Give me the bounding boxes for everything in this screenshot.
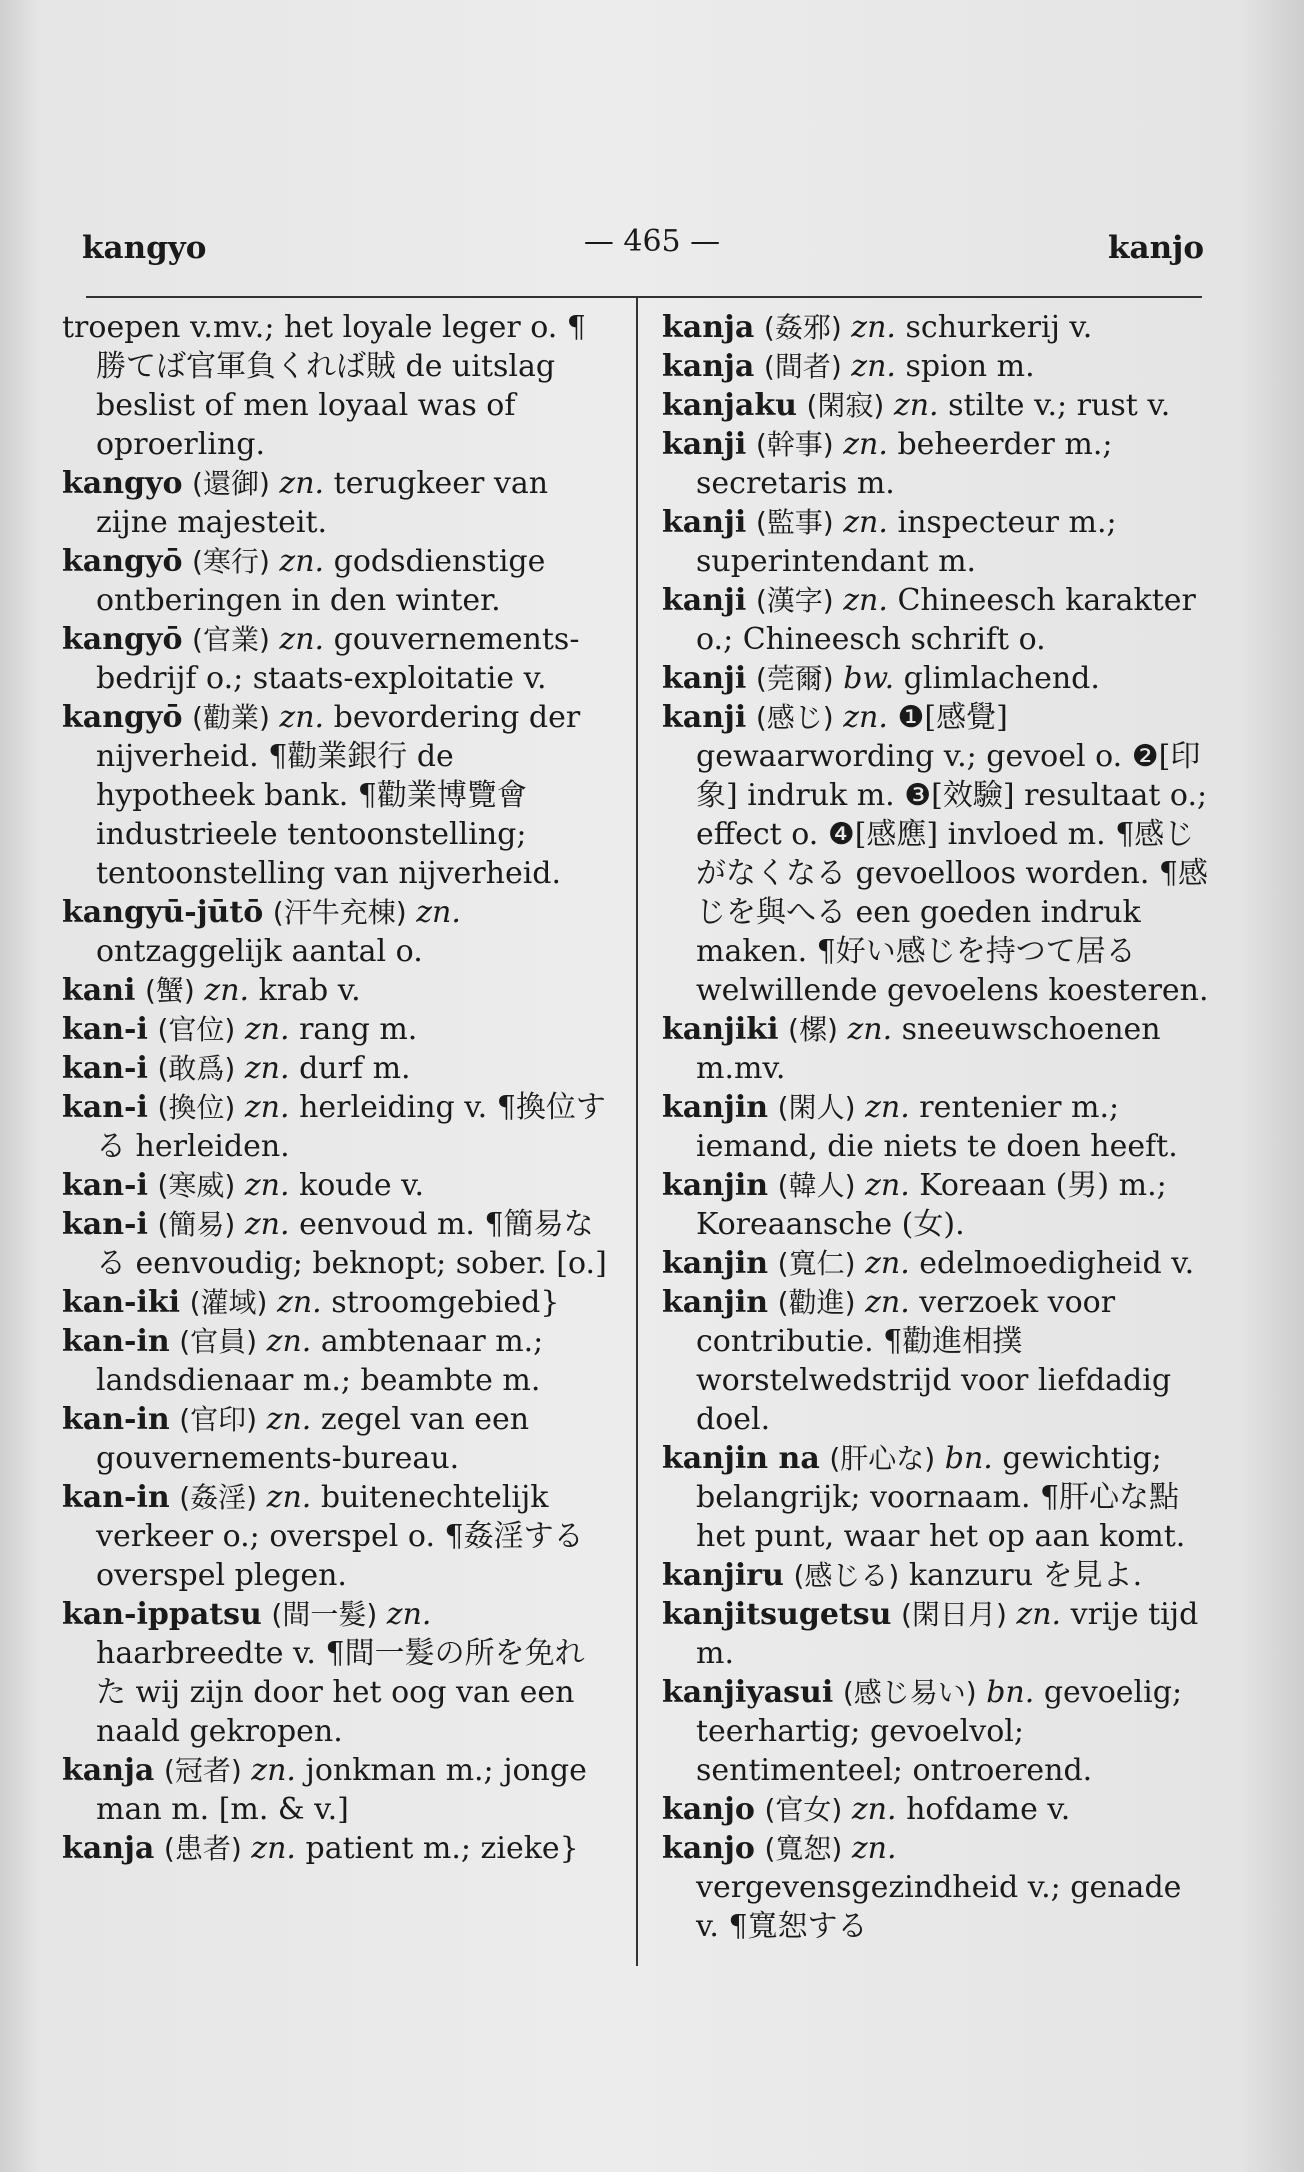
kanji-form: (監事) xyxy=(755,506,834,539)
headword: kangyō xyxy=(62,622,183,657)
headword: kanjitsugetsu xyxy=(662,1597,892,1632)
definition: schurkerij v. xyxy=(905,310,1093,345)
definition: eenvoud m. ¶簡易なる eenvoudig; beknopt; sober. [o.] xyxy=(96,1207,607,1281)
part-of-speech: zn. xyxy=(277,1285,322,1320)
kanji-form: (寬恕) xyxy=(764,1832,843,1865)
definition: godsdienstige ontberingen in den winter. xyxy=(96,544,546,618)
dictionary-entry xyxy=(662,1556,1210,1595)
kanji-form: (寒行) xyxy=(192,545,270,578)
headword: kanja xyxy=(662,349,755,384)
kanji-form: (漢字) xyxy=(755,584,834,617)
dictionary-entry xyxy=(662,1595,1210,1673)
column-divider xyxy=(636,296,638,1966)
part-of-speech: zn. xyxy=(851,1831,897,1866)
dictionary-entry xyxy=(662,659,1210,698)
dictionary-entry xyxy=(62,1400,614,1478)
dictionary-entry xyxy=(62,971,614,1010)
headword: kan-i xyxy=(62,1012,148,1047)
part-of-speech: zn. xyxy=(266,1402,312,1437)
part-of-speech: bn. xyxy=(986,1675,1035,1710)
dictionary-entry xyxy=(662,1244,1210,1283)
headword: kanji xyxy=(662,427,747,462)
part-of-speech: zn. xyxy=(851,349,896,384)
kanji-form: (感じ) xyxy=(755,701,834,734)
headword: kan-i xyxy=(62,1051,148,1086)
headword: kanjo xyxy=(662,1831,755,1866)
definition: herleiding v. ¶換位する herleiden. xyxy=(96,1090,606,1164)
headword: kan-iki xyxy=(62,1285,181,1320)
headword: kanjiru xyxy=(662,1558,784,1593)
dictionary-entry xyxy=(662,1439,1210,1556)
dictionary-entry xyxy=(662,1829,1210,1946)
part-of-speech: zn. xyxy=(1016,1597,1062,1632)
part-of-speech: zn. xyxy=(279,466,325,501)
kanji-form: (肝心な) xyxy=(829,1442,936,1475)
definition: patient m.; zieke} xyxy=(305,1831,579,1866)
part-of-speech: zn. xyxy=(843,700,888,735)
kanji-form: (換位) xyxy=(157,1091,236,1124)
headword: kan-i xyxy=(62,1207,148,1242)
definition: rang m. xyxy=(299,1012,418,1047)
definition: troepen v.mv.; het loyale leger o. ¶勝てば官軍負くれば賊 de uitslag beslist of men loyaal was of oproerling. xyxy=(62,310,586,462)
headword: kanja xyxy=(62,1753,155,1788)
page-number: — 465 — xyxy=(583,224,721,259)
running-head-left: kangyo xyxy=(82,230,207,266)
dictionary-entry xyxy=(62,698,614,893)
kanji-form: (閑日月) xyxy=(901,1598,1007,1631)
definition: ontzaggelijk aantal o. xyxy=(96,934,423,969)
kanji-form: (寒威) xyxy=(157,1169,236,1202)
running-head-right: kanjo xyxy=(1108,230,1204,266)
definition: stilte v.; rust v. xyxy=(948,388,1171,423)
headword: kanja xyxy=(662,310,755,345)
kanji-form: (官業) xyxy=(192,623,270,656)
kanji-form: (姦淫) xyxy=(179,1481,258,1514)
headword: kangyū-jūtō xyxy=(62,895,264,930)
header-rule xyxy=(86,296,1202,298)
definition: edelmoedigheid v. xyxy=(919,1246,1195,1281)
part-of-speech: zn. xyxy=(386,1597,432,1632)
kanji-form: (莞爾) xyxy=(755,662,834,695)
kanji-form: (閑寂) xyxy=(806,389,885,422)
headword: kanjin xyxy=(662,1090,769,1125)
definition: durf m. xyxy=(299,1051,411,1086)
kanji-form: (感じ易い) xyxy=(842,1676,977,1709)
headword: kan-in xyxy=(62,1402,170,1437)
kanji-form: (還御) xyxy=(192,467,270,500)
definition: koude v. xyxy=(299,1168,425,1203)
part-of-speech: zn. xyxy=(865,1090,910,1125)
part-of-speech: zn. xyxy=(279,622,325,657)
headword: kanjin na xyxy=(662,1441,820,1476)
dictionary-entry xyxy=(662,1283,1210,1439)
headword: kanjiki xyxy=(662,1012,779,1047)
headword: kanjo xyxy=(662,1792,755,1827)
dictionary-entry xyxy=(662,347,1210,386)
kanji-form: (韓人) xyxy=(777,1169,856,1202)
definition: Chineesch karakter o.; Chineesch schrift o. xyxy=(696,583,1196,657)
part-of-speech: bw. xyxy=(843,661,895,696)
definition: rentenier m.; iemand, die niets te doen heeft. xyxy=(696,1090,1178,1164)
dictionary-entry xyxy=(62,1049,614,1088)
dictionary-entry xyxy=(62,1088,614,1166)
definition: krab v. xyxy=(258,973,361,1008)
dictionary-entry xyxy=(62,1010,614,1049)
part-of-speech: zn. xyxy=(266,1324,312,1359)
dictionary-entry xyxy=(62,1478,614,1595)
part-of-speech: zn. xyxy=(843,505,888,540)
kanji-form: (勸業) xyxy=(192,701,270,734)
dictionary-entry xyxy=(62,464,614,542)
definition: jonkman m.; jonge man m. [m. & v.] xyxy=(96,1753,587,1827)
definition: vrije tijd m. xyxy=(696,1597,1199,1671)
definition: bevordering der nijverheid. ¶勸業銀行 de hypotheek bank. ¶勸業博覽會 industrieele tentoonstelling; tentoonstelling van nijverheid. xyxy=(96,700,581,891)
dictionary-entry xyxy=(62,1751,614,1829)
dictionary-entry xyxy=(662,503,1210,581)
definition: beheerder m.; secretaris m. xyxy=(696,427,1113,501)
kanji-form: (官印) xyxy=(179,1403,258,1436)
kanji-form: (官女) xyxy=(764,1793,843,1826)
part-of-speech: zn. xyxy=(244,1012,290,1047)
part-of-speech: zn. xyxy=(204,973,250,1008)
dictionary-entry xyxy=(662,581,1210,659)
kanji-form: (樏) xyxy=(788,1013,838,1046)
definition: kanzuru を見よ. xyxy=(908,1558,1143,1593)
headword: kanjin xyxy=(662,1246,769,1281)
headword: kangyo xyxy=(62,466,183,501)
definition: buitenechtelijk verkeer o.; overspel o. ¶姦淫する overspel plegen. xyxy=(96,1480,584,1593)
part-of-speech: zn. xyxy=(865,1246,910,1281)
part-of-speech: zn. xyxy=(416,895,461,930)
headword: kanji xyxy=(662,661,747,696)
dictionary-entry xyxy=(62,1322,614,1400)
definition: vergevensgezindheid v.; genade v. ¶寬恕する xyxy=(696,1870,1182,1944)
definition: spion m. xyxy=(905,349,1035,384)
dictionary-entry xyxy=(62,542,614,620)
headword: kan-i xyxy=(62,1168,148,1203)
dictionary-entry xyxy=(62,1283,614,1322)
headword: kanjin xyxy=(662,1168,769,1203)
dictionary-entry xyxy=(62,308,614,464)
headword: kan-i xyxy=(62,1090,148,1125)
headword: kanji xyxy=(662,583,747,618)
definition: hofdame v. xyxy=(906,1792,1071,1827)
kanji-form: (寬仁) xyxy=(777,1247,856,1280)
part-of-speech: zn. xyxy=(847,1012,893,1047)
part-of-speech: zn. xyxy=(244,1168,290,1203)
dictionary-entry xyxy=(662,308,1210,347)
dictionary-entry xyxy=(62,620,614,698)
part-of-speech: zn. xyxy=(251,1753,296,1788)
headword: kanjaku xyxy=(662,388,797,423)
dictionary-entry xyxy=(662,386,1210,425)
part-of-speech: zn. xyxy=(279,700,325,735)
definition: zegel van een gouvernements-bureau. xyxy=(96,1402,530,1476)
dictionary-entry xyxy=(662,698,1210,1010)
definition: verzoek voor contributie. ¶勸進相撲 worstelwedstrijd voor liefdadig doel. xyxy=(696,1285,1172,1437)
right-column xyxy=(662,308,1210,1946)
definition: Koreaan (男) m.; Koreaansche (女). xyxy=(696,1168,1167,1242)
part-of-speech: zn. xyxy=(851,1792,897,1827)
dictionary-entry xyxy=(62,1166,614,1205)
part-of-speech: zn. xyxy=(843,583,888,618)
kanji-form: (間一髮) xyxy=(271,1598,378,1631)
definition: gevoelig; teerhartig; gevoelvol; sentimenteel; ontroerend. xyxy=(696,1675,1183,1788)
kanji-form: (汗牛充棟) xyxy=(272,896,407,929)
part-of-speech: zn. xyxy=(893,388,939,423)
headword: kanji xyxy=(662,505,747,540)
kanji-form: (簡易) xyxy=(157,1208,236,1241)
dictionary-entry xyxy=(662,1673,1210,1790)
kanji-form: (閑人) xyxy=(777,1091,856,1124)
definition: sneeuwschoenen m.mv. xyxy=(696,1012,1161,1086)
definition: stroomgebied} xyxy=(331,1285,560,1320)
dictionary-entry xyxy=(662,1088,1210,1166)
definition: haarbreedte v. ¶間一髮の所を免れた wij zijn door het oog van een naald gekropen. xyxy=(96,1636,585,1749)
part-of-speech: zn. xyxy=(851,310,896,345)
headword: kan-ippatsu xyxy=(62,1597,262,1632)
part-of-speech: zn. xyxy=(865,1168,910,1203)
definition: gouvernements-bedrijf o.; staats-exploitatie v. xyxy=(96,622,580,696)
headword: kanjin xyxy=(662,1285,769,1320)
kanji-form: (蟹) xyxy=(144,974,195,1007)
kanji-form: (姦邪) xyxy=(763,311,842,344)
headword: kan-in xyxy=(62,1324,170,1359)
definition: glimlachend. xyxy=(903,661,1100,696)
kanji-form: (幹事) xyxy=(755,428,834,461)
part-of-speech: bn. xyxy=(944,1441,993,1476)
headword: kanja xyxy=(62,1831,155,1866)
dictionary-entry xyxy=(62,893,614,971)
definition: inspecteur m.; superintendant m. xyxy=(696,505,1117,579)
headword: kangyō xyxy=(62,700,183,735)
kanji-form: (灌域) xyxy=(189,1286,268,1319)
part-of-speech: zn. xyxy=(279,544,325,579)
kanji-form: (敢爲) xyxy=(157,1052,236,1085)
part-of-speech: zn. xyxy=(244,1090,290,1125)
kanji-form: (官員) xyxy=(179,1325,258,1358)
part-of-speech: zn. xyxy=(843,427,888,462)
definition: ambtenaar m.; landsdienaar m.; beambte m. xyxy=(96,1324,544,1398)
kanji-form: (勸進) xyxy=(777,1286,856,1319)
definition: gewichtig; belangrijk; voornaam. ¶肝心な點 het punt, waar het op aan komt. xyxy=(696,1441,1186,1554)
headword: kangyō xyxy=(62,544,183,579)
kanji-form: (官位) xyxy=(157,1013,236,1046)
kanji-form: (冠者) xyxy=(163,1754,242,1787)
part-of-speech: zn. xyxy=(244,1051,290,1086)
left-column xyxy=(62,308,614,1868)
dictionary-entry xyxy=(662,1166,1210,1244)
part-of-speech: zn. xyxy=(244,1207,290,1242)
headword: kanjiyasui xyxy=(662,1675,834,1710)
headword: kan-in xyxy=(62,1480,170,1515)
dictionary-entry xyxy=(62,1829,614,1868)
kanji-form: (間者) xyxy=(763,350,842,383)
dictionary-entry xyxy=(662,1790,1210,1829)
headword: kani xyxy=(62,973,136,1008)
definition: ❶[感覺] gewaarwording v.; gevoel o. ❷[印象] indruk m. ❸[效驗] resultaat o.; effect o. ❹[感應] invloed m. ¶感じがなくなる gevoelloos worden. ¶感じを與へる een goeden indruk maken. ¶好い感じを持つて居る welwillende gevoelens koesteren. xyxy=(696,700,1209,1008)
definition: terugkeer van zijne majesteit. xyxy=(96,466,549,540)
kanji-form: (患者) xyxy=(163,1832,242,1865)
kanji-form: (感じる) xyxy=(793,1559,900,1592)
dictionary-entry xyxy=(662,1010,1210,1088)
dictionary-entry xyxy=(62,1595,614,1751)
headword: kanji xyxy=(662,700,747,735)
part-of-speech: zn. xyxy=(251,1831,296,1866)
part-of-speech: zn. xyxy=(865,1285,910,1320)
part-of-speech: zn. xyxy=(266,1480,312,1515)
dictionary-entry xyxy=(62,1205,614,1283)
dictionary-entry xyxy=(662,425,1210,503)
